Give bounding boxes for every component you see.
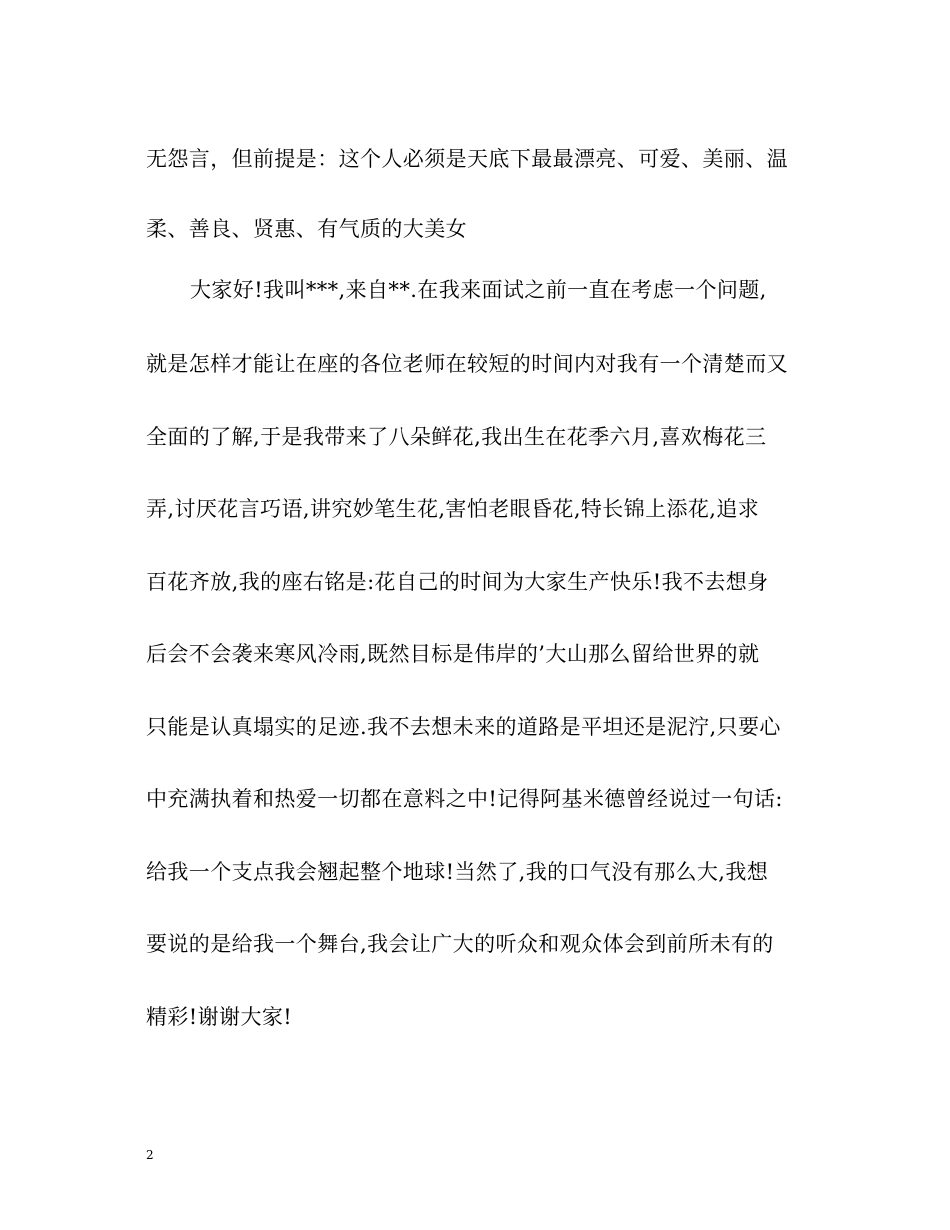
paragraph-first-line: 大家好!我叫***,来自**.在我来面试之前一直在考虑一个问题, (190, 278, 767, 302)
text-line: 就是怎样才能让在座的各位老师在较短的时间内对我有一个清楚而又 (146, 352, 788, 376)
text-line: 无怨言，但前提是：这个人必须是天底下最最漂亮、可爱、美丽、温 (146, 147, 788, 171)
text-line: 要说的是给我一个舞台,我会让广大的听众和观众体会到前所未有的 (146, 932, 774, 956)
text-line: 中充满执着和热爱一切都在意料之中!记得阿基米德曾经说过一句话: (146, 787, 783, 811)
text-line: 给我一个支点我会翘起整个地球!当然了,我的口气没有那么大,我想 (146, 860, 769, 884)
text-line: 后会不会袭来寒风冷雨,既然目标是伟岸的’大山那么留给世界的就 (146, 642, 760, 666)
text-line: 只能是认真塌实的足迹.我不去想未来的道路是平坦还是泥泞,只要心 (146, 715, 781, 739)
text-line: 弄,讨厌花言巧语,讲究妙笔生花,害怕老眼昏花,特长锦上添花,追求 (146, 497, 760, 521)
text-line: 精彩!谢谢大家! (146, 1005, 293, 1029)
text-line: 全面的了解,于是我带来了八朵鲜花,我出生在花季六月,喜欢梅花三 (146, 425, 767, 449)
text-line: 柔、善良、贤惠、有气质的大美女 (146, 217, 467, 241)
page-number: 2 (146, 1148, 154, 1162)
text-line: 百花齐放,我的座右铭是:花自己的时间为大家生产快乐!我不去想身 (146, 570, 769, 594)
